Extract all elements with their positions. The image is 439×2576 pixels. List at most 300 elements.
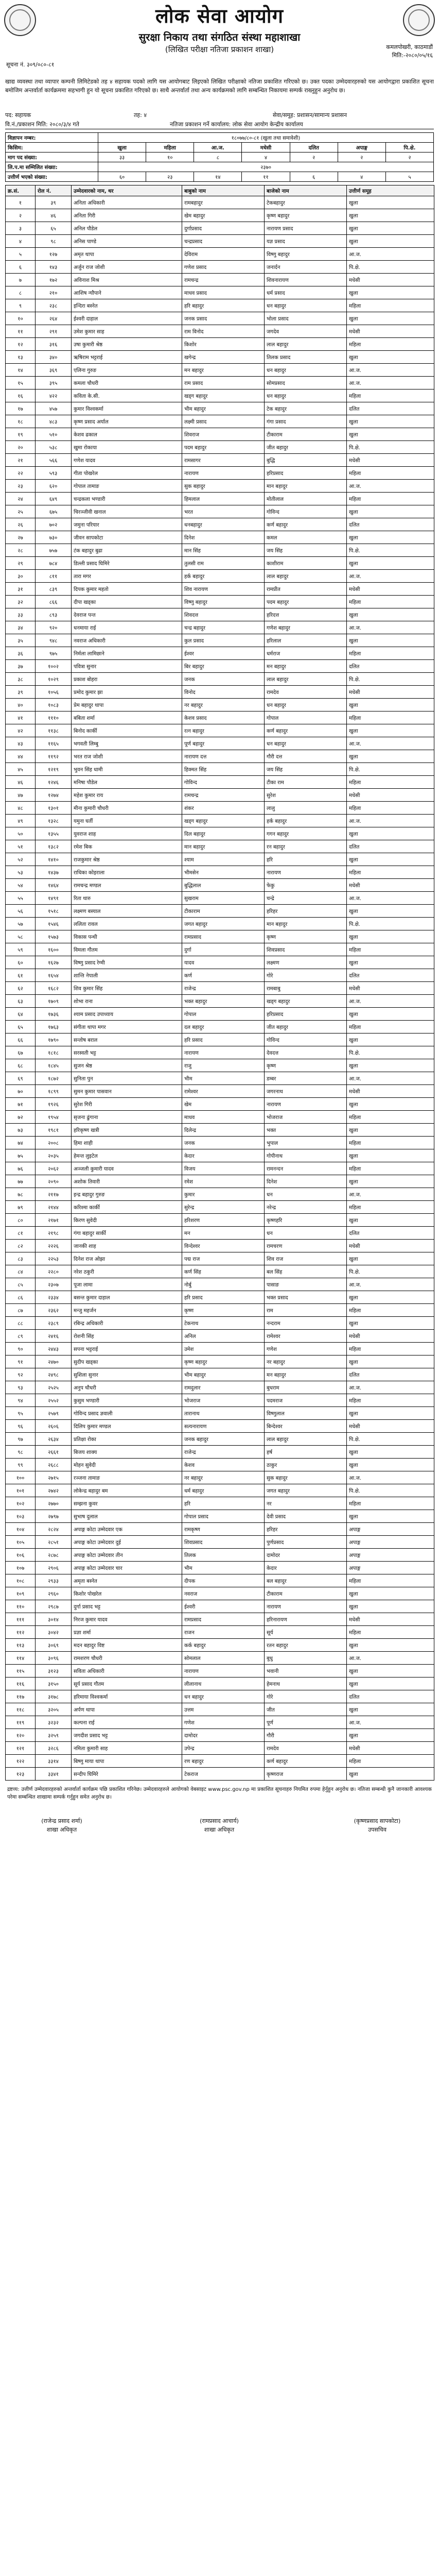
father-name: विजय bbox=[182, 1162, 265, 1175]
candidate-name: ईश्वरी दाहाल bbox=[72, 312, 182, 325]
grandfather-name: रन बहादुर bbox=[265, 840, 347, 853]
candidate-name: गीता पोखरेल bbox=[72, 467, 182, 480]
father-name: शंकर bbox=[182, 802, 265, 815]
passed-group: खुला bbox=[347, 699, 434, 711]
table-row bbox=[6, 1111, 434, 1124]
grandfather-name: पदमराज bbox=[265, 1394, 347, 1407]
father-name: राजेन्द्र bbox=[182, 982, 265, 995]
passed-group: खुला bbox=[347, 312, 434, 325]
grandfather-name: केदार bbox=[265, 1562, 347, 1574]
roll-number: २६४ bbox=[36, 312, 72, 325]
passed-group: महिला bbox=[347, 943, 434, 956]
grandfather-name: विष्णु बहादुर bbox=[265, 248, 347, 261]
category-header: दलित bbox=[290, 143, 338, 152]
table-row bbox=[6, 299, 434, 312]
serial-number: १२३ bbox=[6, 1768, 36, 1781]
candidate-name: अविनाश मिश्र bbox=[72, 274, 182, 286]
roll-number: २०३५ bbox=[36, 1149, 72, 1162]
table-row bbox=[6, 428, 434, 441]
father-name: रत्न बहादुर bbox=[182, 724, 265, 737]
roll-number: ३२३२ bbox=[36, 1716, 72, 1729]
father-name: माधव प्रसाद bbox=[182, 286, 265, 299]
grandfather-name: लाल बहादुर bbox=[265, 570, 347, 583]
candidate-name: डिल्ली प्रसाद घिमिरे bbox=[72, 557, 182, 570]
table-row bbox=[6, 660, 434, 673]
grandfather-name: हेमनाथ bbox=[265, 1677, 347, 1690]
roll-number: ३१७८ bbox=[36, 1690, 72, 1703]
father-name: जगत बहादुर bbox=[182, 918, 265, 930]
passed-group: पि.क्षे. bbox=[347, 1046, 434, 1059]
grandfather-name: हरिलाल bbox=[265, 634, 347, 647]
candidate-name: ललिता रावल bbox=[72, 918, 182, 930]
demand-value: ८ bbox=[194, 152, 242, 162]
candidate-name: बिनोद कार्की bbox=[72, 724, 182, 737]
passed-group: खुला bbox=[347, 1059, 434, 1072]
serial-number: १० bbox=[6, 312, 36, 325]
grandfather-name: भोजराज bbox=[265, 1111, 347, 1124]
serial-number: १५ bbox=[6, 377, 36, 389]
candidate-name: रामचन्द्र मण्डल bbox=[72, 879, 182, 892]
serial-number: २० bbox=[6, 441, 36, 454]
candidate-name: श्याम प्रसाद उपाध्याय bbox=[72, 1008, 182, 1021]
grandfather-name: नारायण bbox=[265, 866, 347, 879]
passed-group: दलित bbox=[347, 1690, 434, 1703]
table-row bbox=[6, 377, 434, 389]
passed-group: आ.ज. bbox=[347, 1072, 434, 1085]
demand-value: २ bbox=[290, 152, 338, 162]
column-header: रोल नं. bbox=[36, 185, 72, 196]
passed-group: दलित bbox=[347, 1227, 434, 1240]
father-name: सोमलाल bbox=[182, 1652, 265, 1665]
passed-group: खुला bbox=[347, 1098, 434, 1111]
column-header: बाबुको नाम bbox=[182, 185, 265, 196]
grandfather-name: गौरी bbox=[265, 1729, 347, 1742]
passed-group: पि.क्षे. bbox=[347, 1265, 434, 1278]
demand-value: २ bbox=[385, 152, 433, 162]
passed-group: अपाङ्ग bbox=[347, 1562, 434, 1574]
table-row bbox=[6, 699, 434, 711]
roll-number: २८७८ bbox=[36, 1549, 72, 1562]
candidate-name: रिता थारु bbox=[72, 892, 182, 905]
father-name: सुक बहादुर bbox=[182, 480, 265, 493]
roll-number: २९६० bbox=[36, 1587, 72, 1600]
signatures bbox=[5, 1817, 434, 1848]
grandfather-name: देवदत्त bbox=[265, 1046, 347, 1059]
grandfather-name: रामेश्वर bbox=[265, 1330, 347, 1343]
passed-group: खुला bbox=[347, 1175, 434, 1188]
passed-group: महिला bbox=[347, 776, 434, 789]
candidate-name: सम्झना कुवर bbox=[72, 1497, 182, 1510]
candidate-name: रबिन्द्र अधिकारी bbox=[72, 1317, 182, 1330]
roll-number: १७०९ bbox=[36, 995, 72, 1008]
serial-number: ७७ bbox=[6, 1175, 36, 1188]
father-name: जनक bbox=[182, 1137, 265, 1149]
father-name: चन्द्र बहादुर bbox=[182, 621, 265, 634]
passed-group: आ.ज. bbox=[347, 570, 434, 583]
table-row bbox=[6, 1033, 434, 1046]
passed-group: दलित bbox=[347, 518, 434, 531]
serial-number: १९ bbox=[6, 428, 36, 441]
father-name: ईश्वरी bbox=[182, 1600, 265, 1613]
table-row bbox=[6, 1252, 434, 1265]
serial-number: ९४ bbox=[6, 1394, 36, 1407]
roll-number: ३१२३ bbox=[36, 1665, 72, 1677]
grandfather-name: कर्ण बहादुर bbox=[265, 518, 347, 531]
roll-number: १६०० bbox=[36, 943, 72, 956]
table-row bbox=[6, 956, 434, 969]
candidate-name: मन्जु महर्जन bbox=[72, 1304, 182, 1317]
candidate-name: सुशिला सुनार bbox=[72, 1368, 182, 1381]
table-row bbox=[6, 1394, 434, 1407]
table-row bbox=[6, 969, 434, 982]
passed-group: पि.क्षे. bbox=[347, 441, 434, 454]
roll-number: १०२९ bbox=[36, 673, 72, 686]
table-row bbox=[6, 1690, 434, 1703]
table-row bbox=[6, 608, 434, 621]
grandfather-name: कृष्णहरि bbox=[265, 1214, 347, 1227]
father-name: रामचन्द्र bbox=[182, 789, 265, 802]
table-row bbox=[6, 1291, 434, 1304]
grandfather-name: हरिनारायण bbox=[265, 1613, 347, 1626]
passed-group: आ.ज. bbox=[347, 364, 434, 377]
passed-group: आ.ज. bbox=[347, 377, 434, 389]
demand-value: ४ bbox=[242, 152, 290, 162]
grandfather-name: चन्द्रे bbox=[265, 892, 347, 905]
candidate-name: पवित्रा सुनार bbox=[72, 660, 182, 673]
roll-number: ८३९ bbox=[36, 583, 72, 596]
passed-group: मधेसी bbox=[347, 982, 434, 995]
passed-group: महिला bbox=[347, 1304, 434, 1317]
grandfather-name: जय सिंह bbox=[265, 544, 347, 557]
serial-number: ८४ bbox=[6, 1265, 36, 1278]
candidate-name: कुसुम भण्डारी bbox=[72, 1394, 182, 1407]
table-row bbox=[6, 815, 434, 827]
roll-number: १६२७ bbox=[36, 956, 72, 969]
table-row bbox=[6, 415, 434, 428]
roll-number: १५७३ bbox=[36, 930, 72, 943]
passed-group: खुला bbox=[347, 235, 434, 248]
table-row bbox=[6, 196, 434, 209]
candidate-name: अनिस पाण्डे bbox=[72, 235, 182, 248]
candidate-name: राधिका कोइराला bbox=[72, 866, 182, 879]
father-name: हरि प्रसाद bbox=[182, 1291, 265, 1304]
father-name: कर्क बहादुर bbox=[182, 1639, 265, 1652]
grandfather-name: टीकाराम bbox=[265, 1587, 347, 1600]
table-row bbox=[6, 583, 434, 596]
category-header: महिला bbox=[146, 143, 194, 152]
passed-group: महिला bbox=[347, 338, 434, 351]
roll-number: ११३८ bbox=[36, 724, 72, 737]
column-header: उत्तीर्ण समूह bbox=[347, 185, 434, 196]
roll-number: ३६९ bbox=[36, 364, 72, 377]
candidate-name: गंगा बहादुर सार्की bbox=[72, 1227, 182, 1240]
grandfather-name: नर बहादुर bbox=[265, 1355, 347, 1368]
signature-3 bbox=[321, 1817, 434, 1834]
table-row bbox=[6, 1768, 434, 1781]
grandfather-name: जीत bbox=[265, 1703, 347, 1716]
table-row bbox=[6, 1677, 434, 1690]
roll-number: १८१८ bbox=[36, 1046, 72, 1059]
father-name: जनक बहादुर bbox=[182, 1433, 265, 1446]
passed-group: महिला bbox=[347, 1021, 434, 1033]
father-name: भीम bbox=[182, 1072, 265, 1085]
candidate-name: युवराज शाह bbox=[72, 827, 182, 840]
father-name: देविराम bbox=[182, 248, 265, 261]
roll-number: २१९८ bbox=[36, 1227, 72, 1240]
serial-number: ३ bbox=[6, 222, 36, 235]
serial-number: १०२ bbox=[6, 1497, 36, 1510]
father-name: नारायण bbox=[182, 1665, 265, 1677]
father-name: भीम बहादुर bbox=[182, 402, 265, 415]
candidate-name: इन्द्र बहादुर गुरुङ bbox=[72, 1188, 182, 1201]
serial-number: १०४ bbox=[6, 1523, 36, 1536]
candidate-name: गणेश यादव bbox=[72, 454, 182, 467]
passed-group: खुला bbox=[347, 286, 434, 299]
father-name: उत्तम bbox=[182, 1703, 265, 1716]
passed-group: दलित bbox=[347, 402, 434, 415]
candidate-name: नरेश ठकुरी bbox=[72, 1265, 182, 1278]
passed-group: मधेसी bbox=[347, 1420, 434, 1433]
serial-number: ११४ bbox=[6, 1652, 36, 1665]
serial-number: २८ bbox=[6, 544, 36, 557]
father-name: नारायण दत्त bbox=[182, 750, 265, 763]
roll-number: ३४० bbox=[36, 351, 72, 364]
roll-number: २५७९ bbox=[36, 1407, 72, 1420]
passed-group: आ.ज. bbox=[347, 737, 434, 750]
candidate-name: भगवती लिम्बु bbox=[72, 737, 182, 750]
passed-group: खुला bbox=[347, 853, 434, 866]
roll-number: २५२५ bbox=[36, 1381, 72, 1394]
grandfather-name: रामप्रीत bbox=[265, 583, 347, 596]
candidate-name: चिरञ्जीवी खनाल bbox=[72, 505, 182, 518]
roll-number: २६८८ bbox=[36, 1459, 72, 1471]
table-row bbox=[6, 274, 434, 286]
table-row bbox=[6, 1162, 434, 1175]
grandfather-name: गोरे bbox=[265, 1690, 347, 1703]
roll-number: २३६२ bbox=[36, 1304, 72, 1317]
grandfather-name: हरिहर bbox=[265, 905, 347, 918]
table-row bbox=[6, 673, 434, 686]
serial-number: ११९ bbox=[6, 1716, 36, 1729]
candidate-name: शान्ति नेपाली bbox=[72, 969, 182, 982]
section-title: (लिखित परीक्षा नतिजा प्रकाशन शाखा) bbox=[165, 45, 274, 54]
roll-number: १७३६ bbox=[36, 1008, 72, 1021]
roll-number: २०९० bbox=[36, 1175, 72, 1188]
passed-group: महिला bbox=[347, 866, 434, 879]
father-name: धर्म बहादुर bbox=[182, 1484, 265, 1497]
serial-number: २४ bbox=[6, 493, 36, 505]
roll-number: २७४२ bbox=[36, 1484, 72, 1497]
passed-group: खुला bbox=[347, 1729, 434, 1742]
grandfather-name: गोविन्द bbox=[265, 505, 347, 518]
table-row bbox=[6, 389, 434, 402]
serial-number: १०० bbox=[6, 1471, 36, 1484]
grandfather-name: धन bbox=[265, 1188, 347, 1201]
table-row bbox=[6, 222, 434, 235]
serial-number: ३५ bbox=[6, 634, 36, 647]
grandfather-name: कमल bbox=[265, 531, 347, 544]
grandfather-name: धर्मराज bbox=[265, 647, 347, 660]
grandfather-name: लाल बहादुर bbox=[265, 338, 347, 351]
organization-title: लोक सेवा आयोग bbox=[155, 4, 284, 27]
father-name: राम प्रसाद bbox=[182, 377, 265, 389]
grandfather-name: जगत बहादुर bbox=[265, 1484, 347, 1497]
father-name: बुद्धिलाल bbox=[182, 879, 265, 892]
category-header: आ.ज. bbox=[194, 143, 242, 152]
roll-number: १४९१ bbox=[36, 892, 72, 905]
father-name: सत्यनारायण bbox=[182, 1420, 265, 1433]
passed-group: मधेसी bbox=[347, 454, 434, 467]
grandfather-name: जीत बहादुर bbox=[265, 441, 347, 454]
table-row bbox=[6, 1330, 434, 1343]
passed-group: महिला bbox=[347, 1137, 434, 1149]
roll-number: २४९८ bbox=[36, 1368, 72, 1381]
passed-value: ११ bbox=[242, 172, 290, 182]
serial-number: ६ bbox=[6, 261, 36, 274]
grandfather-name: धन बहादुर bbox=[265, 737, 347, 750]
passed-group: महिला bbox=[347, 1201, 434, 1214]
serial-number: ६२ bbox=[6, 982, 36, 995]
father-name: हरि बहादुर bbox=[182, 299, 265, 312]
serial-number: ९८ bbox=[6, 1446, 36, 1459]
grandfather-name: गौरी दत्त bbox=[265, 750, 347, 763]
candidate-name: अमृत थापा bbox=[72, 248, 182, 261]
candidate-name: अपाङ्ग कोटा उम्मेदवार एक bbox=[72, 1523, 182, 1536]
serial-number: ८८ bbox=[6, 1317, 36, 1330]
father-name: राजु bbox=[182, 1059, 265, 1072]
roll-number: ६४९ bbox=[36, 493, 72, 505]
passed-group: खुला bbox=[347, 1317, 434, 1330]
father-name: हिक्मत सिंह bbox=[182, 763, 265, 776]
candidate-name: कमला चौधरी bbox=[72, 377, 182, 389]
roll-number: ८११ bbox=[36, 570, 72, 583]
grandfather-name: लक्ष्मण bbox=[265, 956, 347, 969]
table-row bbox=[6, 647, 434, 660]
serial-number: ९२ bbox=[6, 1368, 36, 1381]
roll-number: ४८३ bbox=[36, 415, 72, 428]
candidate-name: अमृता बस्नेत bbox=[72, 1574, 182, 1587]
father-name: दुर्गा bbox=[182, 943, 265, 956]
roll-number: १८४५ bbox=[36, 1059, 72, 1072]
table-row bbox=[6, 351, 434, 364]
roll-number: २००८ bbox=[36, 1137, 72, 1149]
serial-number: ५८ bbox=[6, 930, 36, 943]
serial-number: ४५ bbox=[6, 763, 36, 776]
grandfather-name: जीत बहादुर bbox=[265, 1021, 347, 1033]
passed-group: महिला bbox=[347, 389, 434, 402]
grandfather-name: यज्ञ प्रसाद bbox=[265, 235, 347, 248]
father-name: माधव bbox=[182, 1111, 265, 1124]
father-name: टेकराज bbox=[182, 1768, 265, 1781]
father-name: खड्ग बहादुर bbox=[182, 815, 265, 827]
table-row bbox=[6, 1059, 434, 1072]
roll-number: २३०७ bbox=[36, 1278, 72, 1291]
roll-number: १३०१ bbox=[36, 802, 72, 815]
roll-number: १२१९ bbox=[36, 763, 72, 776]
candidate-name: जमुना परियार bbox=[72, 518, 182, 531]
grandfather-name: धन बहादुर bbox=[265, 299, 347, 312]
serial-number: ६६ bbox=[6, 1033, 36, 1046]
father-name: कर्ण bbox=[182, 969, 265, 982]
table-row bbox=[6, 364, 434, 377]
table-row bbox=[6, 1613, 434, 1626]
passed-group: अपाङ्ग bbox=[347, 1549, 434, 1562]
roll-number: ३३४१ bbox=[36, 1768, 72, 1781]
candidate-name: अनुप चौधरी bbox=[72, 1381, 182, 1394]
candidate-name: बसन्त कुमार दाहाल bbox=[72, 1291, 182, 1304]
candidate-name: संगीता थापा मगर bbox=[72, 1021, 182, 1033]
summary-table bbox=[5, 132, 434, 182]
table-row bbox=[6, 1639, 434, 1652]
serial-number: १६ bbox=[6, 389, 36, 402]
grandfather-name: हरि bbox=[265, 853, 347, 866]
serial-number: ४८ bbox=[6, 802, 36, 815]
father-name: जनक प्रसाद bbox=[182, 312, 265, 325]
grandfather-name: मोतीलाल bbox=[265, 493, 347, 505]
father-name: शिवप्रसाद bbox=[182, 1536, 265, 1549]
table-row bbox=[6, 1149, 434, 1162]
roll-number: ३३१४ bbox=[36, 1755, 72, 1768]
passed-group: दलित bbox=[347, 660, 434, 673]
roll-number: ३०४२ bbox=[36, 1626, 72, 1639]
candidate-name: टंक बहादुर बुढा bbox=[72, 544, 182, 557]
serial-number: ९१ bbox=[6, 1355, 36, 1368]
serial-number: ३७ bbox=[6, 660, 36, 673]
grandfather-name: बल बहादुर bbox=[265, 1574, 347, 1587]
grandfather-name: पदम बहादुर bbox=[265, 596, 347, 608]
father-name: कुमार bbox=[182, 1188, 265, 1201]
passed-group: महिला bbox=[347, 1343, 434, 1355]
table-row bbox=[6, 634, 434, 647]
serial-number: ३९ bbox=[6, 686, 36, 699]
passed-group: आ.ज. bbox=[347, 1652, 434, 1665]
table-row bbox=[6, 518, 434, 531]
candidate-name: अर्पण थापा bbox=[72, 1703, 182, 1716]
demand-value: १० bbox=[146, 152, 194, 162]
table-row bbox=[6, 1484, 434, 1497]
signatory-role: उपसचिव bbox=[368, 1826, 387, 1833]
father-name: नर बहादुर bbox=[182, 699, 265, 711]
father-name: विष्णु बहादुर bbox=[182, 596, 265, 608]
table-row bbox=[6, 1214, 434, 1227]
passed-group: खुला bbox=[347, 1639, 434, 1652]
passed-group: खुला bbox=[347, 1510, 434, 1523]
father-name: तुलसी राम bbox=[182, 557, 265, 570]
table-row bbox=[6, 621, 434, 634]
table-row bbox=[6, 312, 434, 325]
serial-number: ३८ bbox=[6, 673, 36, 686]
table-row bbox=[6, 1665, 434, 1677]
passed-group: पि.क्षे. bbox=[347, 544, 434, 557]
father-name: खगेन्द्र bbox=[182, 351, 265, 364]
service-label: सेवा/समूह: प्रशासन/सामान्य प्रशासन bbox=[273, 112, 347, 118]
table-row bbox=[6, 1742, 434, 1755]
roll-number: ५९३ bbox=[36, 467, 72, 480]
serial-number: ९३ bbox=[6, 1381, 36, 1394]
father-name: राम विनोद bbox=[182, 325, 265, 338]
passed-group: खुला bbox=[347, 428, 434, 441]
roll-number: ३९५ bbox=[36, 377, 72, 389]
grandfather-name: तिलक प्रसाद bbox=[265, 351, 347, 364]
candidate-name: प्रज्ञा शर्मा bbox=[72, 1626, 182, 1639]
roll-number: १९५४ bbox=[36, 1111, 72, 1124]
passed-group: खुला bbox=[347, 1355, 434, 1368]
roll-number: २८५१ bbox=[36, 1536, 72, 1549]
roll-number: ३९ bbox=[36, 196, 72, 209]
father-name: गणेश bbox=[182, 1716, 265, 1729]
roll-number: ८९३ bbox=[36, 608, 72, 621]
father-name: यादव bbox=[182, 956, 265, 969]
